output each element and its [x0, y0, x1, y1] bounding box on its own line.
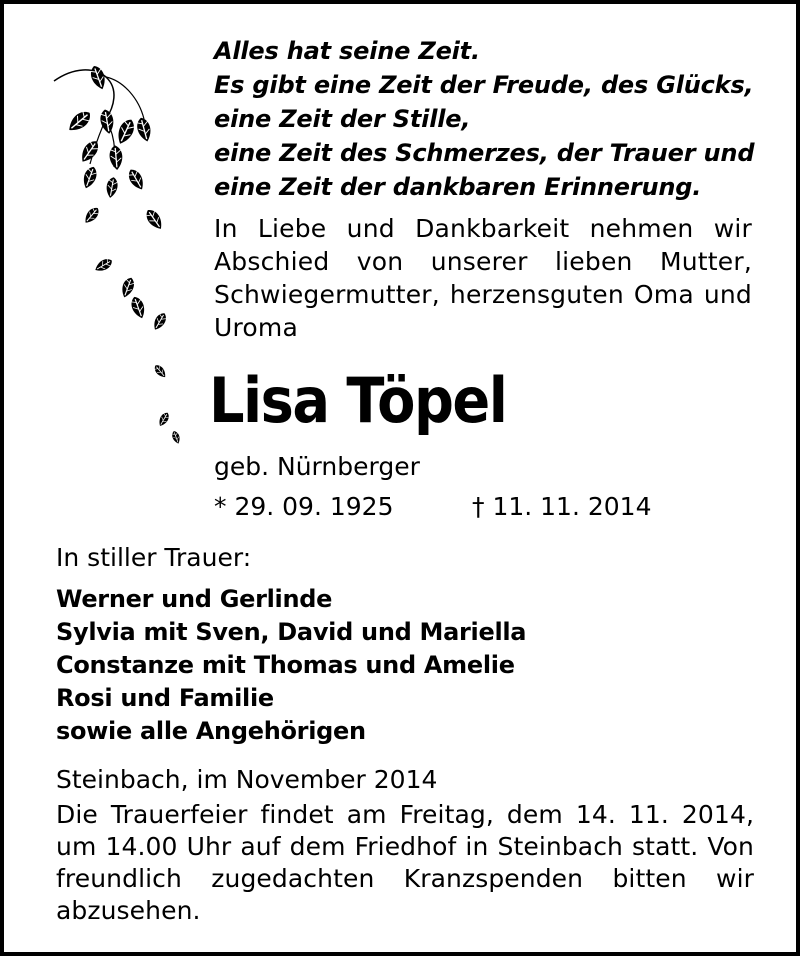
poem-line: eine Zeit der Stille,: [214, 105, 471, 133]
poem: [214, 34, 774, 204]
mourners-label: In stiller Trauer:: [56, 543, 252, 572]
farewell-text: In Liebe und Dankbarkeit nehmen wir Abschied von unserer lieben Mutter, Schwiegermutter, herzensguten Oma und Uroma: [214, 214, 752, 342]
funeral-notice: Die Trauerfeier findet am Freitag, dem 14. 11. 2014, um 14.00 Uhr auf dem Friedhof in Steinbach statt. Von freundlich zugedachten Kranzspenden bitten wir abzusehen.: [56, 800, 754, 925]
mourner-name: Rosi und Familie: [56, 684, 274, 712]
mourner-name: sowie alle Angehörigen: [56, 717, 366, 745]
birth-date: * 29. 09. 1925: [214, 492, 394, 521]
poem-line: eine Zeit des Schmerzes, der Trauer und: [214, 139, 755, 167]
mourner-name: Constanze mit Thomas und Amelie: [56, 651, 515, 679]
birth-name: geb. Nürnberger: [214, 452, 420, 481]
poem-line: eine Zeit der dankbaren Erinnerung.: [214, 173, 702, 201]
poem-line: Alles hat seine Zeit.: [214, 37, 480, 65]
place-date: Steinbach, im November 2014: [56, 765, 438, 794]
deceased-name: Lisa Töpel: [209, 364, 507, 437]
mourners-list: [56, 583, 526, 748]
mourner-name: Werner und Gerlinde: [56, 585, 333, 613]
death-date: † 11. 11. 2014: [472, 492, 652, 521]
life-dates: [214, 490, 674, 524]
mourner-name: Sylvia mit Sven, David und Mariella: [56, 618, 527, 646]
falling-leaves-icon: [44, 59, 204, 459]
poem-line: Es gibt eine Zeit der Freude, des Glücks,: [214, 71, 754, 99]
